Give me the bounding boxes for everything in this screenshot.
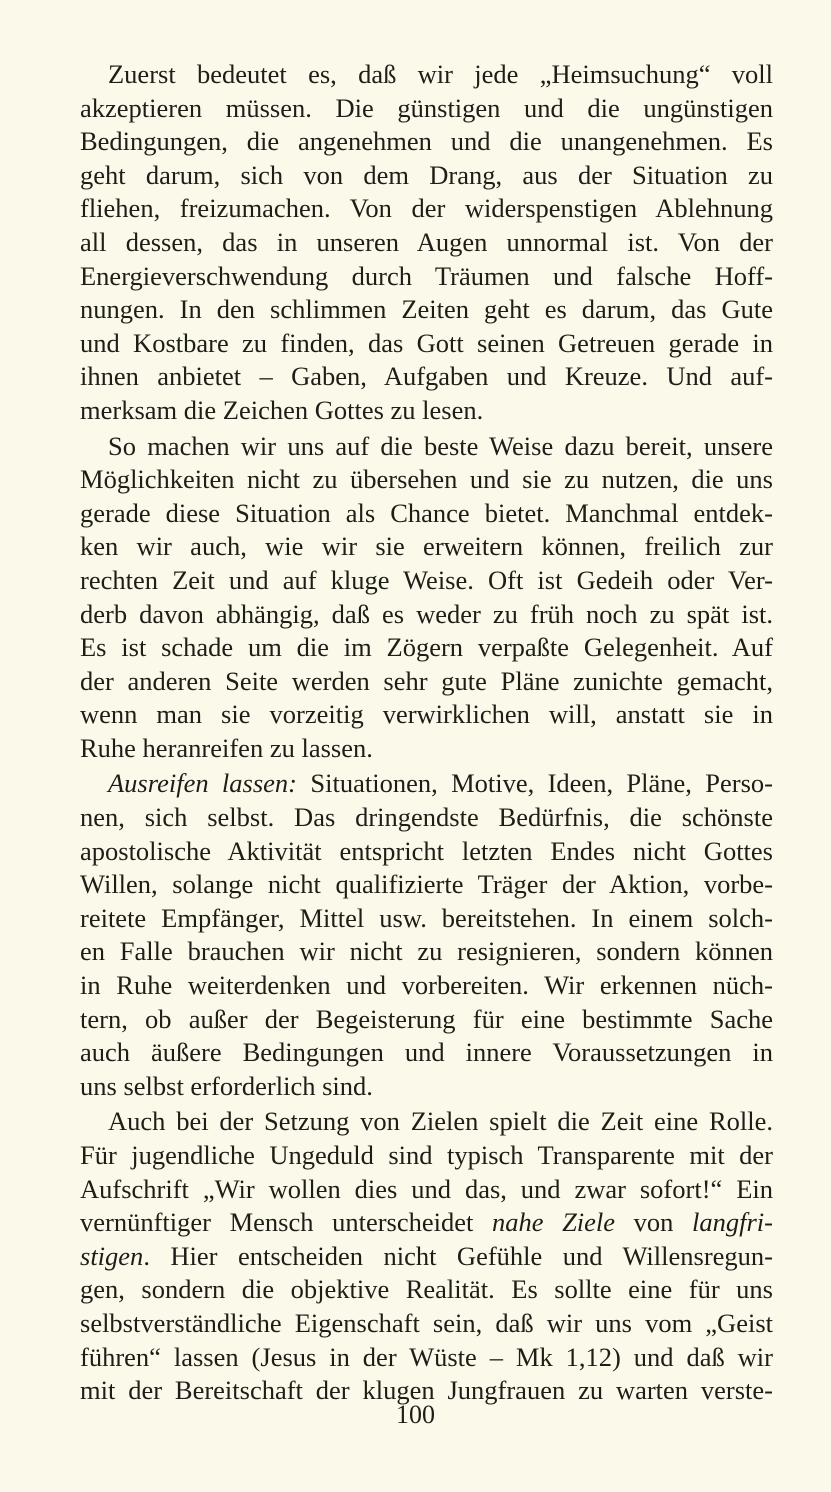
text-line: gen, sondern die objektive Realität. Es sollte eine für uns bbox=[80, 1274, 773, 1305]
text-line bbox=[80, 1240, 773, 1274]
italic-term: stigen bbox=[80, 1240, 144, 1271]
text-line: und Kostbare zu finden, das Gott seinen Getreuen gerade in bbox=[80, 327, 773, 358]
text-line: So machen wir uns auf die beste Weise dazu bereit, unsere bbox=[108, 430, 773, 461]
paragraph-3 bbox=[80, 767, 773, 1103]
text-line: en Falle brauchen wir nicht zu resignieren, sondern können bbox=[80, 936, 773, 967]
text-line: tern, ob außer der Begeisterung für eine bestimmte Sache bbox=[80, 1003, 773, 1034]
text-line: merksam die Zeichen Gottes zu lesen. bbox=[80, 394, 484, 425]
paragraph-4 bbox=[80, 1105, 773, 1407]
italic-lead: Ausreifen lassen: bbox=[108, 768, 298, 799]
text-line: Es ist schade um die im Zögern verpaßte Gelegenheit. Auf bbox=[80, 632, 773, 663]
text-fragment: Situationen, Motive, Ideen, Pläne, Perso- bbox=[297, 768, 773, 799]
text-line bbox=[80, 767, 773, 801]
text-line: mit der Bereitschaft der klugen Jungfrauen zu warten verste- bbox=[80, 1375, 773, 1406]
text-line: der anderen Seite werden sehr gute Pläne zunichte gemacht, bbox=[80, 665, 773, 696]
text-line: uns selbst erforderlich sind. bbox=[80, 1070, 373, 1101]
text-line: ihnen anbietet – Gaben, Aufgaben und Kreuze. Und auf- bbox=[80, 361, 773, 392]
text-line: fliehen, freizumachen. Von der widerspenstigen Ablehnung bbox=[80, 193, 773, 224]
text-line: führen“ lassen (Jesus in der Wüste – Mk 1,12) und daß wir bbox=[80, 1341, 773, 1372]
text-line: in Ruhe weiterdenken und vorbereiten. Wir erkennen nüch- bbox=[80, 970, 773, 1001]
text-line: ken wir auch, wie wir sie erweitern können, freilich zur bbox=[80, 531, 773, 562]
paragraph-1 bbox=[80, 58, 773, 428]
text-line: Aufschrift „Wir wollen dies und das, und zwar sofort!“ Ein bbox=[80, 1173, 773, 1204]
text-fragment: . Hier entscheiden nicht Gefühle und Willensregun- bbox=[143, 1240, 773, 1271]
text-fragment: vernünftiger Mensch unterscheidet bbox=[80, 1207, 492, 1238]
text-line: Zuerst bedeutet es, daß wir jede „Heimsuchung“ voll bbox=[108, 59, 773, 89]
text-line: gerade diese Situation als Chance bietet. Manchmal entdek- bbox=[80, 497, 773, 528]
text-line: wenn man sie vorzeitig verwirklichen will, anstatt sie in bbox=[80, 699, 773, 730]
text-line: Auch bei der Setzung von Zielen spielt die Zeit eine Rolle. bbox=[108, 1106, 773, 1137]
text-line: geht darum, sich von dem Drang, aus der Situation zu bbox=[80, 159, 773, 190]
italic-term: langfri- bbox=[692, 1207, 773, 1238]
text-line: akzeptieren müssen. Die günstigen und die ungünstigen bbox=[80, 92, 773, 123]
text-fragment: von bbox=[615, 1207, 693, 1238]
text-line: reitete Empfänger, Mittel usw. bereitstehen. In einem solch- bbox=[80, 902, 773, 933]
text-line bbox=[80, 1206, 773, 1240]
body-text bbox=[80, 58, 773, 1408]
text-line: apostolische Aktivität entspricht letzten Endes nicht Gottes bbox=[80, 835, 773, 866]
text-line: Für jugendliche Ungeduld sind typisch Transparente mit der bbox=[80, 1140, 773, 1170]
paragraph-2 bbox=[80, 430, 773, 766]
text-line: Bedingungen, die angenehmen und die unangenehmen. Es bbox=[80, 126, 773, 157]
text-line: selbstverständliche Eigenschaft sein, daß wir uns vom „Geist bbox=[80, 1307, 773, 1338]
text-line: all dessen, das in unseren Augen unnormal ist. Von der bbox=[80, 226, 773, 257]
text-line: nen, sich selbst. Das dringendste Bedürfnis, die schönste bbox=[80, 802, 773, 833]
text-line: Willen, solange nicht qualifizierte Träger der Aktion, vorbe- bbox=[80, 869, 773, 900]
text-line: rechten Zeit und auf kluge Weise. Oft ist Gedeih oder Ver- bbox=[80, 564, 773, 595]
text-line: Ruhe heranreifen zu lassen. bbox=[80, 732, 373, 763]
text-line: derb davon abhängig, daß es weder zu früh noch zu spät ist. bbox=[80, 598, 773, 629]
page-number: 100 bbox=[396, 1400, 435, 1429]
text-line: Energieverschwendung durch Träumen und falsche Hoff- bbox=[80, 260, 773, 291]
italic-term: nahe Ziele bbox=[491, 1207, 616, 1238]
text-line: nungen. In den schlimmen Zeiten geht es darum, das Gute bbox=[80, 294, 773, 325]
text-line: Möglichkeiten nicht zu übersehen und sie zu nutzen, die uns bbox=[80, 464, 773, 495]
text-line: auch äußere Bedingungen und innere Voraussetzungen in bbox=[80, 1037, 773, 1068]
